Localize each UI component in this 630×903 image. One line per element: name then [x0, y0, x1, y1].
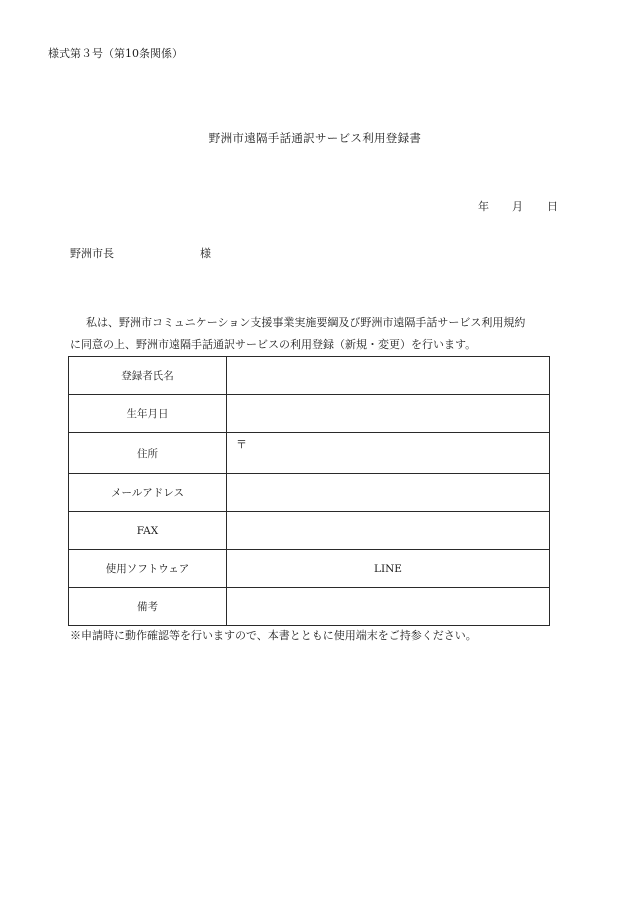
table-row-address	[69, 433, 550, 474]
birthdate-label: 生年月日	[69, 395, 227, 433]
registration-table	[68, 356, 550, 626]
software-label: 使用ソフトウェア	[69, 550, 227, 588]
table-row-remarks	[69, 588, 550, 626]
addressee: 野洲市長	[70, 247, 114, 260]
software-field[interactable]: LINE	[227, 550, 550, 588]
remarks-field[interactable]	[227, 588, 550, 626]
email-field[interactable]	[227, 474, 550, 512]
email-label: メールアドレス	[69, 474, 227, 512]
document-title: 野洲市遠隔手話通訳サービス利用登録書	[208, 131, 422, 145]
table-row-birthdate	[69, 395, 550, 433]
table-row-fax	[69, 512, 550, 550]
date-month-label: 月	[512, 200, 523, 213]
body-text-line-1: 私は、野洲市コミュニケーション支援事業実施要綱及び野洲市遠隔手話サービス利用規約	[86, 316, 526, 329]
address-field[interactable]: 〒	[227, 433, 550, 474]
body-text-line-2: に同意の上、野洲市遠隔手話通訳サービスの利用登録（新規・変更）を行います。	[70, 338, 477, 351]
table-row-registrant-name	[69, 357, 550, 395]
date-day-label: 日	[547, 200, 558, 213]
remarks-label: 備考	[69, 588, 227, 626]
table-row-software	[69, 550, 550, 588]
fax-field[interactable]	[227, 512, 550, 550]
address-label: 住所	[69, 433, 227, 474]
form-number: 様式第３号（第10条関係）	[48, 47, 183, 60]
birthdate-field[interactable]	[227, 395, 550, 433]
footnote: ※申請時に動作確認等を行いますので、本書とともに使用端末をご持参ください。	[70, 629, 477, 642]
table-row-email	[69, 474, 550, 512]
fax-label: FAX	[69, 512, 227, 550]
honorific: 様	[200, 247, 211, 260]
registrant-name-label: 登録者氏名	[69, 357, 227, 395]
date-year-label: 年	[478, 200, 489, 213]
registrant-name-field[interactable]	[227, 357, 550, 395]
